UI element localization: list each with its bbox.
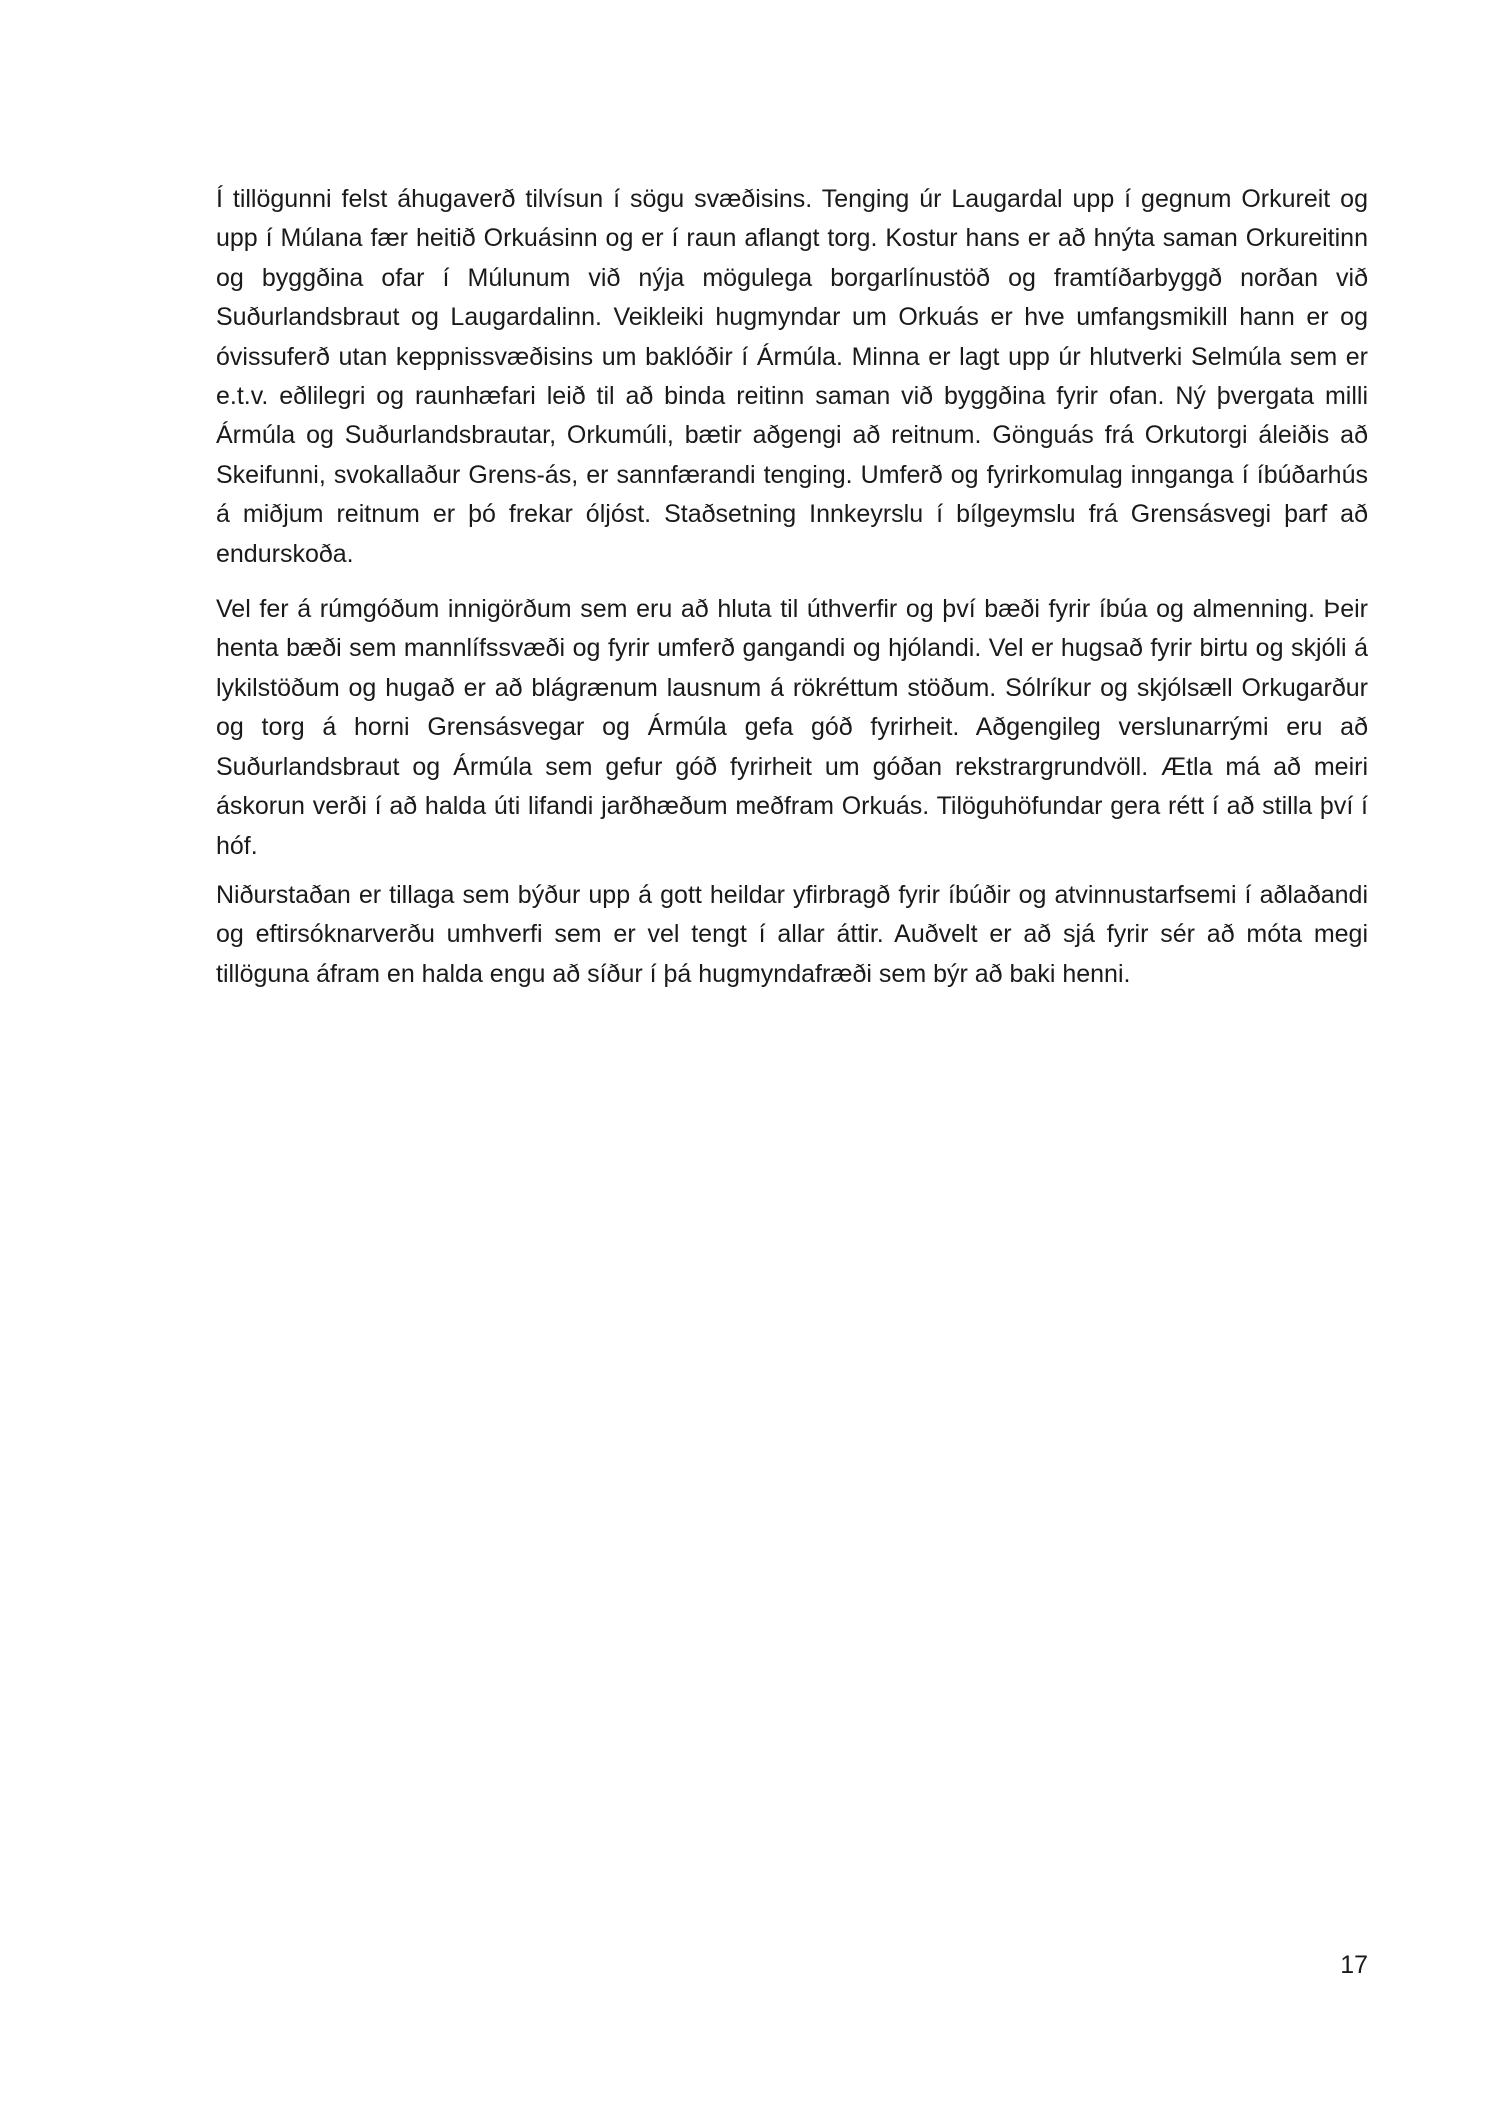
paragraph-2: Vel fer á rúmgóðum innigörðum sem eru að hluta til úthverfir og því bæði fyrir íbúa og almenning. Þeir henta bæði sem mannlífssvæði og fyrir umferð gangandi og hjólandi. Vel er hugsað fyrir birtu og skjóli á lykilstöðum og hugað er að blágrænum lausnum á rökréttum stöðum. Sólríkur og skjólsæll Orkugarður og torg á horni Grensásvegar og Ármúla gefa góð fyrirheit. Aðgengileg verslunarrými eru að Suðurlandsbraut og Ármúla sem gefur góð fyrirheit um góðan rekstrargrundvöll. Ætla má að meiri áskorun verði í að halda úti lifandi jarðhæðum meðfram Orkuás. Tilöguhöfundar gera rétt í að stilla því í hóf.: [216, 595, 1368, 860]
body-text: [216, 180, 1368, 994]
paragraph-3: Niðurstaðan er tillaga sem býður upp á gott heildar yfirbragð fyrir íbúðir og atvinnustarfsemi í aðlaðandi og eftirsóknarverðu umhverfi sem er vel tengt í allar áttir. Auðvelt er að sjá fyrir sér að móta megi tillöguna áfram en halda engu að síður í þá hugmyndafræði sem býr að baki henni.: [216, 880, 1368, 988]
paragraph-1: Í tillögunni felst áhugaverð tilvísun í sögu svæðisins. Tenging úr Laugardal upp í gegnum Orkureit og upp í Múlana fær heitið Orkuásinn og er í raun aflangt torg. Kostur hans er að hnýta saman Orkureitinn og byggðina ofar í Múlunum við nýja mögulega borgarlínustöð og framtíðarbyggð norðan við Suðurlandsbraut og Laugardalinn. Veikleiki hugmyndar um Orkuás er hve umfangsmikill hann er og óvissuferð utan keppnissvæðisins um baklóðir í Ármúla. Minna er lagt upp úr hlutverki Selmúla sem er e.t.v. eðlilegri og raunhæfari leið til að binda reitinn saman við byggðina fyrir ofan. Ný þvergata milli Ármúla og Suðurlandsbrautar, Orkumúli, bætir aðgengi að reitnum. Gönguás frá Orkutorgi áleiðis að Skeifunni, svokallaður Grens-ás, er sannfærandi tenging. Umferð og fyrirkomulag innganga í íbúðarhús á miðjum reitnum er þó frekar óljóst. Staðsetning Innkeyrslu í bílgeymslu frá Grensásvegi þarf að endurskoða.: [216, 185, 1368, 568]
page-number: 17: [1340, 1951, 1368, 1979]
